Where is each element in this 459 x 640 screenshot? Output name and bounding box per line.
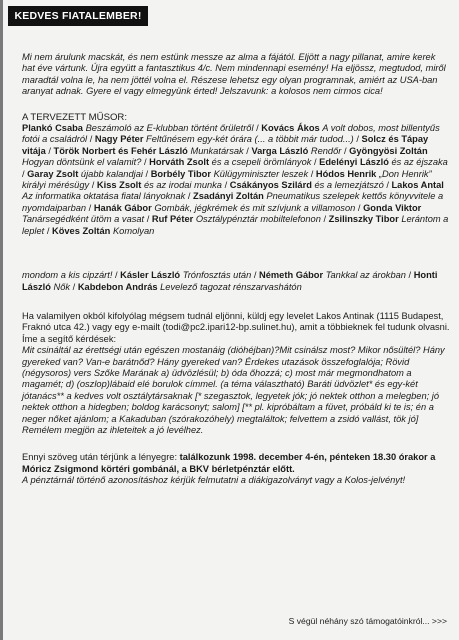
meeting-lead: Ennyi szöveg után térjünk a lényegre:	[22, 452, 180, 463]
program-performer: Zsilinszky Tibor	[328, 214, 399, 225]
program-performer: Plankó Csaba	[22, 123, 83, 134]
program-separator: /	[311, 157, 320, 168]
program-topic: Nők	[53, 281, 71, 292]
program-separator: /	[221, 180, 230, 191]
program-separator: /	[141, 157, 150, 168]
program-separator: /	[251, 270, 260, 281]
program-separator: /	[341, 145, 350, 156]
program-separator: /	[144, 214, 152, 225]
program-separator: /	[142, 168, 151, 179]
program-topic: Lerántom a leplet	[22, 214, 449, 236]
program-performer: Kovács Ákos	[261, 123, 320, 134]
program-performer: Varga László	[251, 145, 309, 156]
program-separator: /	[70, 281, 78, 292]
program-topic: újabb kalandjai	[80, 168, 143, 179]
page-edge	[0, 0, 3, 640]
program-topic: mondom a kis cipzárt!	[22, 270, 113, 281]
program-performer: Gonda Viktor	[363, 202, 422, 213]
program-topic: és a csepeli örömlányok	[211, 157, 312, 168]
meeting-note: A pénztárnál történő azonosításhoz kérjük felmutatni a diákigazolványt vagy a Kolos-jelvényt!	[22, 475, 406, 486]
program-performer: Edelényi László	[319, 157, 389, 168]
program-performer: Németh Gábor	[259, 270, 324, 281]
program-topic: Osztálypénztár mobiltelefonon	[195, 214, 321, 225]
program-separator: /	[89, 180, 97, 191]
program-performer: Zsadányi Zoltán	[193, 191, 264, 202]
program-performer: Kiss Zsolt	[96, 180, 142, 191]
program-topic: Trónfosztás után	[182, 270, 252, 281]
program-performer: Nagy Péter	[94, 134, 144, 145]
program-separator: /	[185, 191, 194, 202]
program-performer: Solcz és Tápay vitája	[22, 134, 429, 156]
program-topic: Tanársegédként ütöm a vasat	[22, 214, 145, 225]
program-performer: Honti László	[22, 270, 438, 292]
program-topic: Külügyminiszter leszek	[213, 168, 309, 179]
program-list-continued	[22, 270, 450, 293]
program-topic: Gombák, jégkrémek és mit szívjunk a villamoson	[154, 202, 356, 213]
document-body	[22, 52, 450, 487]
program-separator: /	[45, 145, 54, 156]
program-separator: /	[353, 134, 362, 145]
program-performer: Kabdebon András	[77, 281, 158, 292]
program-separator: /	[112, 270, 121, 281]
program-separator: /	[44, 225, 52, 236]
program-separator: /	[243, 145, 252, 156]
program-separator: /	[383, 180, 392, 191]
program-performer: Horváth Zsolt	[149, 157, 210, 168]
program-separator: /	[405, 270, 414, 281]
program-separator: /	[87, 134, 95, 145]
program-performer: Köves Zoltán	[51, 225, 111, 236]
header-banner	[8, 6, 148, 26]
footer-next-page[interactable]: S végül néhány szó támogatóinkról... >>>	[288, 616, 447, 626]
header-title: KEDVES FIATALEMBER!	[14, 10, 142, 22]
program-performer: Csákányos Szilárd	[229, 180, 312, 191]
program-topic: Komolyan	[112, 225, 155, 236]
meeting-paragraph	[22, 452, 450, 475]
program-topic: és az éjszaka	[391, 157, 448, 168]
program-topic: Rendőr	[310, 145, 342, 156]
program-topic: Pneumatikus szelepek kettős könyvvitele a nyomdaiparban	[22, 191, 444, 213]
program-separator: /	[253, 123, 262, 134]
intro-paragraph: Mi nem árulunk macskát, és nem estünk messze az alma a fájától. Eljött a nagy pillanat, amire kerek hat éve vártunk. Újra együtt a fantasztikus 4/c. Nem mindennapi esemény! Ha eljössz, megtudod, miről maradtál volna le, ha nem jöttél volna el. Részese lehetsz egy olyan programnak, amiért az USA-ban aranyat adnak. Gyere el vagy elmegyünk érted! Jelszavunk: a kolosos nem cirmos cica!	[22, 52, 446, 97]
program-topic: Levelező tagozat rénszarvashátón	[160, 281, 302, 292]
program-topic: Az informatika oktatása fiatal lányoknak	[22, 191, 186, 202]
program-topic: A volt dobos, most billentyűs fotói a családról	[22, 123, 440, 145]
program-separator: /	[22, 168, 28, 179]
program-performer: Ruf Péter	[151, 214, 194, 225]
program-performer: Garay Zsolt	[27, 168, 79, 179]
program-separator: /	[355, 202, 364, 213]
program-performer: Hanák Gábor	[93, 202, 152, 213]
program-topic: Hogyan döntsünk el valamit?	[22, 157, 142, 168]
program-topic: és a lemezjátszó	[314, 180, 384, 191]
program-performer: Hódos Henrik	[315, 168, 377, 179]
program-separator: /	[308, 168, 316, 179]
program-list	[22, 123, 450, 237]
program-performer: Lakos Antal	[391, 180, 444, 191]
program-performer: Borbély Tibor	[150, 168, 211, 179]
program-performer: Gyöngyösi Zoltán	[349, 145, 428, 156]
letter-instructions: Ha valamilyen okból kifolyólag mégsem tudnál eljönni, küldj egy levelet Lakos Antinak (1115 Budapest, Fraknó utca 42.) vagy egy e-mailt (todi@pc2.ipari12-bp.sulinet.hu), amit a többieknek fel tudunk olvasni. Íme a segítő kérdések:	[22, 310, 450, 344]
program-topic: „Don Henrik” királyi mérésügy	[22, 168, 432, 191]
program-separator: /	[86, 202, 94, 213]
program-performer: Török Norbert és Fehér László	[53, 145, 188, 156]
program-separator: /	[320, 214, 329, 225]
program-topic: és az irodai munka	[143, 180, 222, 191]
program-performer: Kásler László	[120, 270, 181, 281]
meeting-details: találkozunk 1998. december 4-én, pénteken 18.30 órakor a Móricz Zsigmond körtéri gombánál, a BKV bérletpénztár előtt.	[22, 452, 436, 474]
program-title: A TERVEZETT MŰSOR:	[22, 111, 128, 123]
letter-questions: Mit csináltál az érettségi után egészen mostanáig (dióhéjban)?Mit csinálsz most? Mikor nősültél? Hány gyereked van? Van-e barátnőd? Hány gyereked van? Érdekes utazások összefoglalója; Rövid (négysoros) vers Szőke Marának a) üdvözlésül; b) óda őhozzá; c) most már megmondhatom a magamét; d) (oszlop)lábaid elé borulok címmel. (a téma választható) Baráti üdvözlet* és egy-két jótanács** a kedves volt osztálytársaknak [* szegasztok, legyetek jók; jó nektek otthon a melegben; jó nektek otthon a hidegben; boldog karácsonyt; salom] [** pl. kipróbáltam a füvet, próbáld ki te is; én a neger nőket ajánlom; a Kakaduban (szórakozóhely) megtaláltok; felvettem a zsidó vallást, tök jó] Remélem megjön az ihleteitek a jó levélhez.	[22, 345, 445, 435]
program-topic: Beszámoló az E-klubban történt őrületről	[85, 123, 254, 134]
program-topic: Munkatársak	[190, 145, 244, 156]
program-topic: Tankkal az árokban	[325, 270, 406, 281]
program-topic: Feltűnésem egy-két órára (... a többit már tudod...)	[146, 134, 354, 145]
